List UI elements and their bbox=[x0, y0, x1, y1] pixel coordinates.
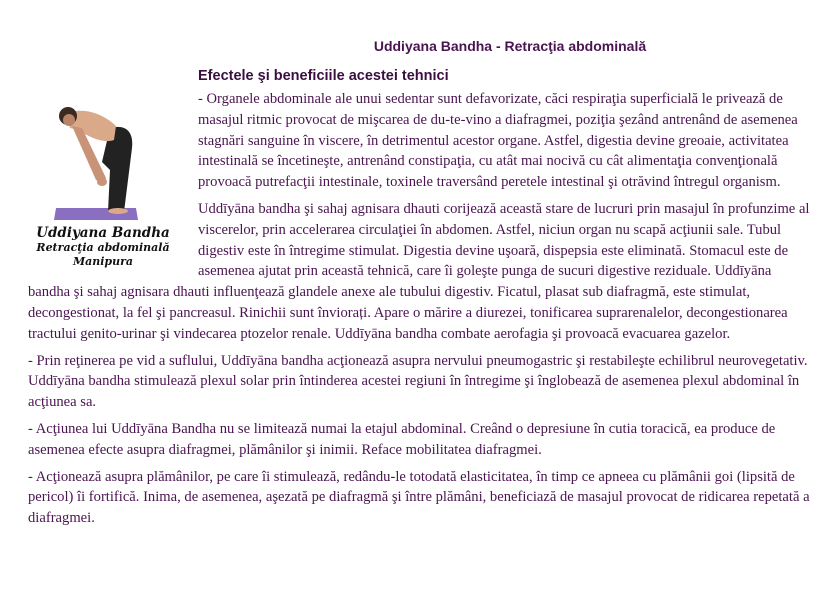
figure-float-spacer bbox=[28, 66, 198, 270]
paragraph: - Organele abdominale ale unui sedentar sunt defavorizate, căci respiraţia superficială le privează de masajul ritmic provocat de mişcarea de du-te-vino a diafragmei, poziţia şezând antrenând de asemenea stagnări sanguine în viscere, în detrimentul acestor organe. Astfel, digestia devine greoaie, activitatea intestinală se încetineşte, antrenând constipaţia, cu atât mai nocivă cu cât alimentaţia convenţională provoacă putrefacţii intestinale, toxinele traversând peretele intestinal şi otrăvind întregul organism. bbox=[198, 91, 798, 191]
caption-subtitle: Retracţia abdominală bbox=[36, 241, 170, 254]
paragraph: - Prin reţinerea pe vid a suflului, Uddīyāna bandha acţionează asupra nervului pneumogastric şi restabileşte echilibrul neurovegetativ. Uddīyāna bandha stimulează plexul solar prin întinderea acestei regiuni în întregime şi înglobează de asemenea plexul abdominal în acţiunea sa. bbox=[28, 352, 808, 411]
paragraph: - Acţiunea lui Uddīyāna Bandha nu se limitează numai la etajul abdominal. Creând o depresiune în cutia toracică, ea produce de asemenea efecte asupra diafragmei, plămânilor şi inimii. Reface mobilitatea diafragmei. bbox=[28, 420, 776, 458]
paragraph: - Acţionează asupra plămânilor, pe care îi stimulează, redându-le totodată elasticitatea, în timp ce apneea cu plămânii goi (lipsită de pericol) îi fortifică. Inima, de asemenea, aşezată pe diafragmă şi între plămâni, beneficiază de masajul provocat de ridicarea repetată a diafragmei. bbox=[28, 468, 810, 527]
paragraph: Uddīyāna bandha şi sahaj agnisara dhauti corijează această stare de lucruri prin masajul în profunzime al viscerelor, prin accelerarea circulaţiei în abdomen. Astfel, niciun organ nu scapă acţiunii sale. Tubul digestiv este în întregime stimulat. Digestia devine uşoară, dispepsia este eliminată. Stomacul este de asemenea ajutat prin această tehnică, care îi goleşte punga de sucuri digestive reziduale. Uddīyāna bandha şi sahaj agnisara dhauti influenţează glandele anexe ale tubului digestiv. Ficatul, plasat sub diafragmă, este stimulat, decongestionat, la fel şi pancreasul. Rinichii sunt înviorați. Apare o mărire a diurezei, tonificarea suprarenalelor, decongestionarea tractului genito-urinar şi vindecarea ptozelor renale. Uddīyāna bandha combate aerofagia şi provoacă evacuarea gazelor. bbox=[28, 200, 810, 342]
page-title: Uddiyana Bandha - Retracţia abdominală bbox=[373, 38, 647, 54]
caption-title: Uddiyana Bandha bbox=[36, 225, 170, 241]
section-heading: Efectele şi beneficiile acestei tehnici bbox=[198, 68, 449, 84]
article-body bbox=[28, 66, 814, 535]
caption-chakra: Manipura bbox=[72, 255, 134, 268]
